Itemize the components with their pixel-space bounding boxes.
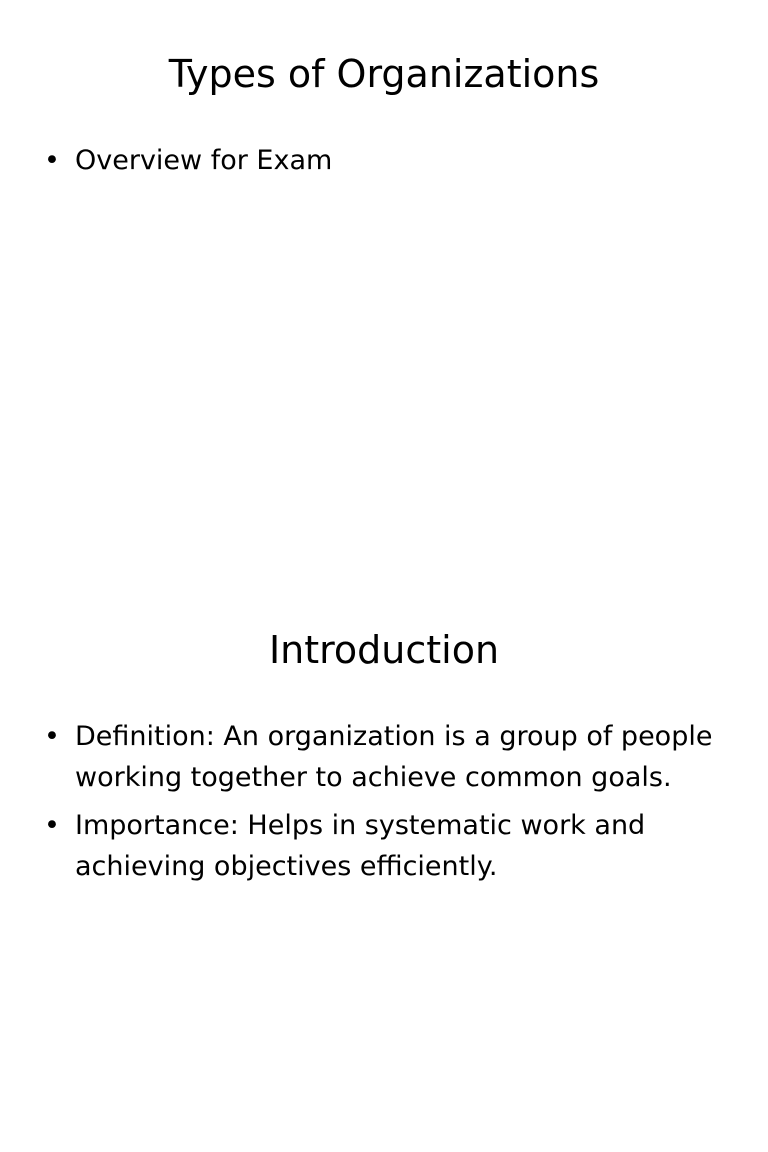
bullet-item — [44, 140, 724, 181]
bullet-dot-icon: • — [44, 145, 60, 176]
slide-title: Introduction — [268, 628, 500, 672]
bullet-item — [44, 805, 724, 887]
bullet-text: Importance: Helps in systematic work and achieving objectives efficiently. — [75, 810, 646, 882]
bullet-text: Overview for Exam — [75, 145, 333, 176]
bullet-item — [44, 716, 724, 798]
slide-2 — [0, 576, 768, 1152]
bullet-list — [44, 140, 724, 188]
bullet-text: Definition: An organization is a group of people working together to achieve common goals. — [75, 721, 713, 793]
bullet-list — [44, 716, 724, 894]
bullet-dot-icon: • — [44, 810, 60, 841]
slide-title: Types of Organizations — [168, 52, 600, 96]
bullet-dot-icon: • — [44, 721, 60, 752]
